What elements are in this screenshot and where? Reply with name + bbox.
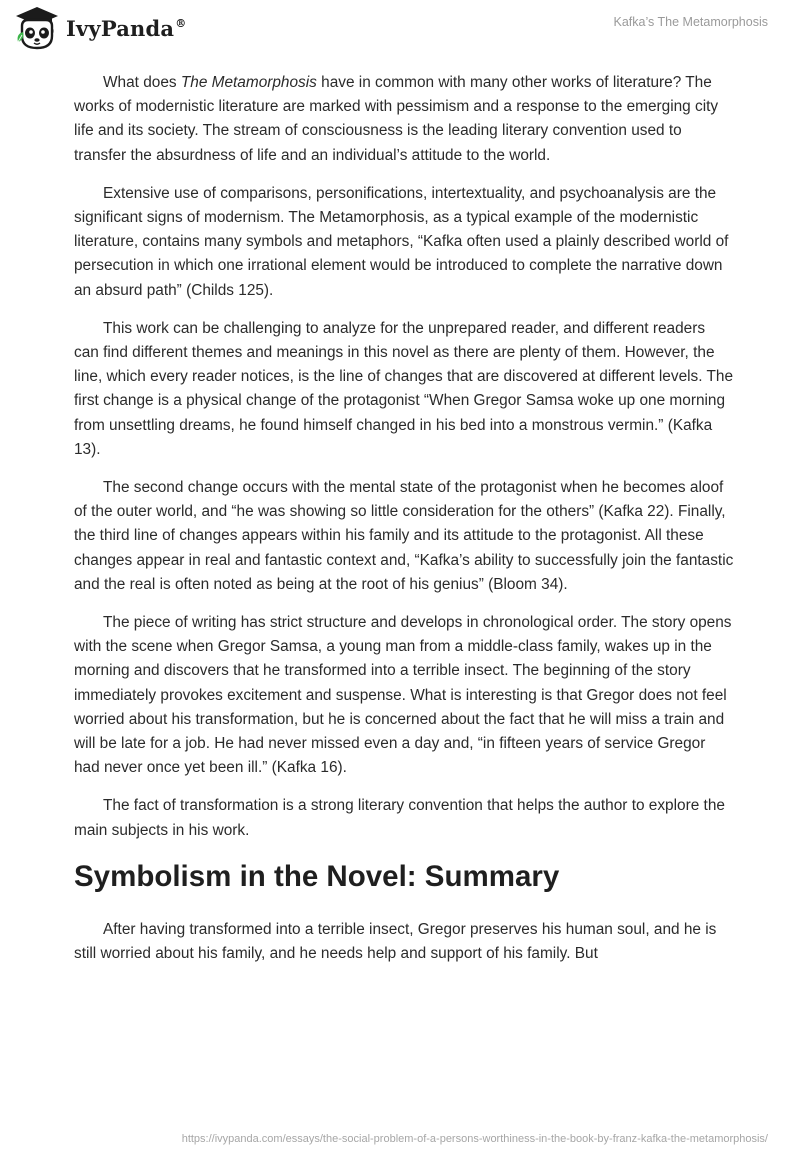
running-title: Kafka’s The Metamorphosis (613, 15, 768, 29)
logo[interactable] (14, 6, 186, 50)
paragraph-1 (74, 71, 734, 168)
paragraph-1-prefix: What does (103, 74, 181, 91)
paragraph-3: This work can be challenging to analyze for the unprepared reader, and different readers can find different themes and meanings in this novel as there are plenty of them. However, the line, which every reader notices, is the line of changes that are discovered at different levels. The first change is a physical change of the protagonist “When Gregor Samsa woke up one morning from unsettling dreams, he found himself changed in his bed into a monstrous vermin.” (Kafka 13). (74, 319, 734, 458)
logo-wordmark (66, 16, 186, 41)
book-title-italic: The Metamorphosis (180, 74, 317, 91)
essay-body (74, 71, 734, 980)
source-url[interactable]: https://ivypanda.com/essays/the-social-problem-of-a-persons-worthiness-in-the-book-by-franz-kafka-the-metamorphosis/ (181, 1133, 768, 1145)
paragraph-1-rest: have in common with many other works of literature? The works of modernistic literature are marked with pessimism and a response to the emerging city life and its society. The stream of consciousness is the leading literary convention used to transfer the absurdness of life and an individual’s attitude to the world. (74, 74, 719, 164)
paragraph-4: The second change occurs with the mental state of the protagonist when he becomes aloof of the outer world, and “he was showing so little consideration for the others” (Kafka 22). Finally, the third line of changes appears within his family and its attitude to the protagonist. All these changes appear in real and fantastic context and, “Kafka’s ability to successfully join the fantastic and the real is often noted as being at the root of his genius” (Bloom 34). (74, 479, 734, 593)
paragraph-5: The piece of writing has strict structure and develops in chronological order. The story opens with the scene when Gregor Samsa, a young man from a middle-class family, wakes up in the morning and discovers that he transformed into a terrible insect. The beginning of the story immediately provokes excitement and suspense. What is interesting is that Gregor does not feel worried about his transformation, but he is concerned about the fact that he will miss a train and will be late for a job. He had never missed even a day and, “in fifteen years of service Gregor had never once yet been ill.” (Kafka 16). (74, 614, 732, 777)
paragraph-2: Extensive use of comparisons, personifications, intertextuality, and psychoanalysis are the significant signs of modernism. The Metamorphosis, as a typical example of the modernistic literature, contains many symbols and metaphors, “Kafka often used a plainly described world of persecution in which one irrational element would be introduced to complete the narrative down an absurd path” (Childs 125). (74, 184, 729, 299)
section-heading: Symbolism in the Novel: Summary (74, 859, 560, 893)
panda-graduation-cap-icon (14, 6, 60, 50)
logo-text: IvyPanda (66, 15, 175, 41)
registered-mark: ® (175, 16, 187, 30)
page-header (0, 0, 800, 58)
paragraph-6: The fact of transformation is a strong literary convention that helps the author to explore the main subjects in his work. (74, 797, 725, 839)
paragraph-7: After having transformed into a terrible insect, Gregor preserves his human soul, and he is still worried about his family, and he needs help and support of his family. But (74, 920, 717, 963)
